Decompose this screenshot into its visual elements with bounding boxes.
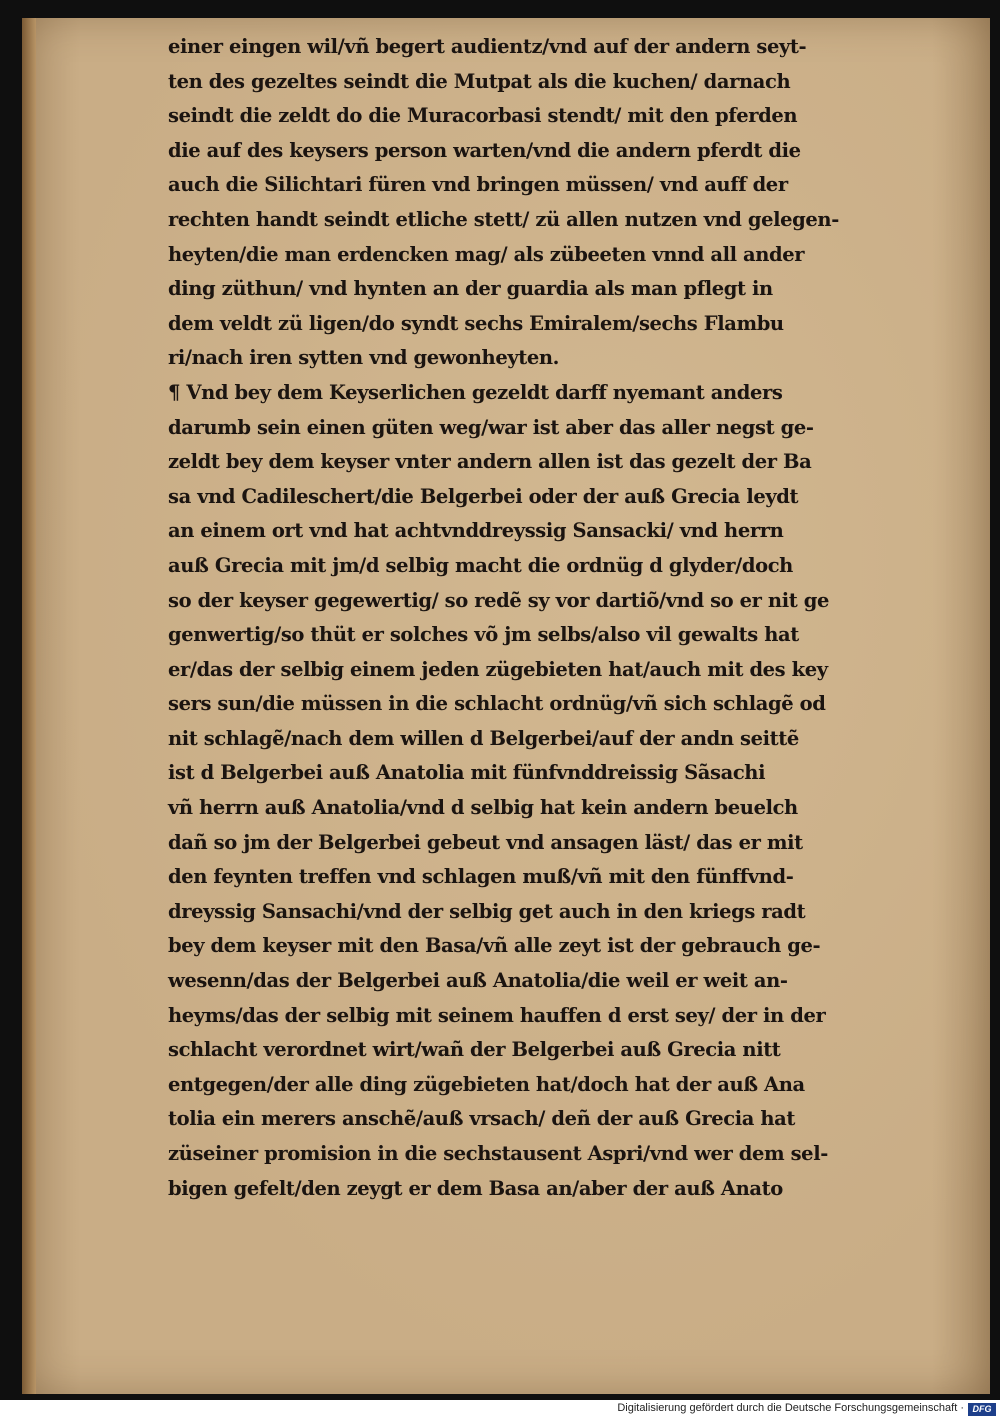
text-line: rechten handt seindt etliche stett/ zü allen nutzen vnd gelegen-	[168, 207, 839, 231]
text-line: sers sun/die müssen in die schlacht ordnüg/vñ sich schlagẽ od	[168, 692, 826, 716]
text-line: dreyssig Sansachi/vnd der selbig get auch in den kriegs radt	[168, 899, 806, 923]
text-line: dem veldt zü ligen/do syndt sechs Emiralem/sechs Flambu	[168, 311, 784, 335]
text-line: ist d Belgerbei auß Anatolia mit fünfvnddreissig Sãsachi	[168, 761, 766, 785]
text-line: dañ so jm der Belgerbei gebeut vnd ansagen läst/ das er mit	[168, 830, 803, 854]
text-line: genwertig/so thüt er solches võ jm selbs/also vil gewalts hat	[168, 623, 799, 647]
text-line: züseiner promision in die sechstausent Aspri/vnd wer dem sel-	[168, 1142, 828, 1165]
text-line: die auf des keysers person warten/vnd die andern pferdt die	[168, 138, 801, 162]
text-line: seindt die zeldt do die Muracorbasi stendt/ mit den pferden	[168, 104, 798, 128]
text-line: den feynten treffen vnd schlagen muß/vñ mit den fünffvnd-	[168, 865, 794, 889]
footer-bar	[0, 1400, 1000, 1419]
text-line: bey dem keyser mit den Basa/vñ alle zeyt ist der gebrauch ge-	[168, 934, 821, 958]
page-gutter	[22, 18, 36, 1394]
blackletter-text-block	[168, 30, 948, 1206]
text-line: sa vnd Cadileschert/die Belgerbei oder der auß Grecia leydt	[168, 484, 799, 508]
text-line: ding züthun/ vnd hynten an der guardia als man pflegt in	[168, 277, 773, 301]
text-line: entgegen/der alle ding zügebieten hat/doch hat der auß Ana	[168, 1072, 805, 1096]
text-line: nit schlagẽ/nach dem willen d Belgerbei/auf der andn seittẽ	[168, 726, 799, 750]
text-line: vñ herrn auß Anatolia/vnd d selbig hat kein andern beuelch	[168, 796, 798, 820]
text-line: wesenn/das der Belgerbei auß Anatolia/die weil er weit an-	[168, 969, 788, 993]
text-line: an einem ort vnd hat achtvnddreyssig Sansacki/ vnd herrn	[168, 519, 784, 543]
text-line: bigen gefelt/den zeygt er dem Basa an/aber der auß Anato	[168, 1176, 783, 1200]
text-line: tolia ein merers anschẽ/auß vrsach/ deñ der auß Grecia hat	[168, 1107, 795, 1131]
text-line: ten des gezeltes seindt die Mutpat als die kuchen/ darnach	[168, 69, 791, 93]
text-line: auch die Silichtari füren vnd bringen müssen/ vnd auff der	[168, 173, 788, 197]
text-line: ¶ Vnd bey dem Keyserlichen gezeldt darff nyemant anders	[168, 380, 783, 404]
text-line: heyms/das der selbig mit seinem hauffen d erst sey/ der in der	[168, 1003, 826, 1027]
text-line: einer eingen wil/vñ begert audientz/vnd auf der andern seyt-	[168, 35, 807, 58]
text-line: zeldt bey dem keyser vnter andern allen ist das gezelt der Ba	[168, 450, 812, 474]
text-line: ri/nach iren sytten vnd gewonheyten.	[168, 346, 560, 370]
dfg-logo: DFG	[968, 1403, 996, 1416]
text-line: er/das der selbig einem jeden zügebieten hat/auch mit des key	[168, 657, 828, 681]
text-line: so der keyser gegewertig/ so redẽ sy vor dartiõ/vnd so er nit ge	[168, 588, 829, 612]
text-line: schlacht verordnet wirt/wañ der Belgerbei auß Grecia nitt	[168, 1038, 781, 1062]
text-line: auß Grecia mit jm/d selbig macht die ordnüg d glyder/doch	[168, 553, 793, 577]
funding-credit: Digitalisierung gefördert durch die Deutsche Forschungsgemeinschaft ·	[617, 1402, 964, 1414]
text-line: heyten/die man erdencken mag/ als zübeeten vnnd all ander	[168, 242, 805, 266]
text-line: darumb sein einen güten weg/war ist aber das aller negst ge-	[168, 415, 814, 439]
